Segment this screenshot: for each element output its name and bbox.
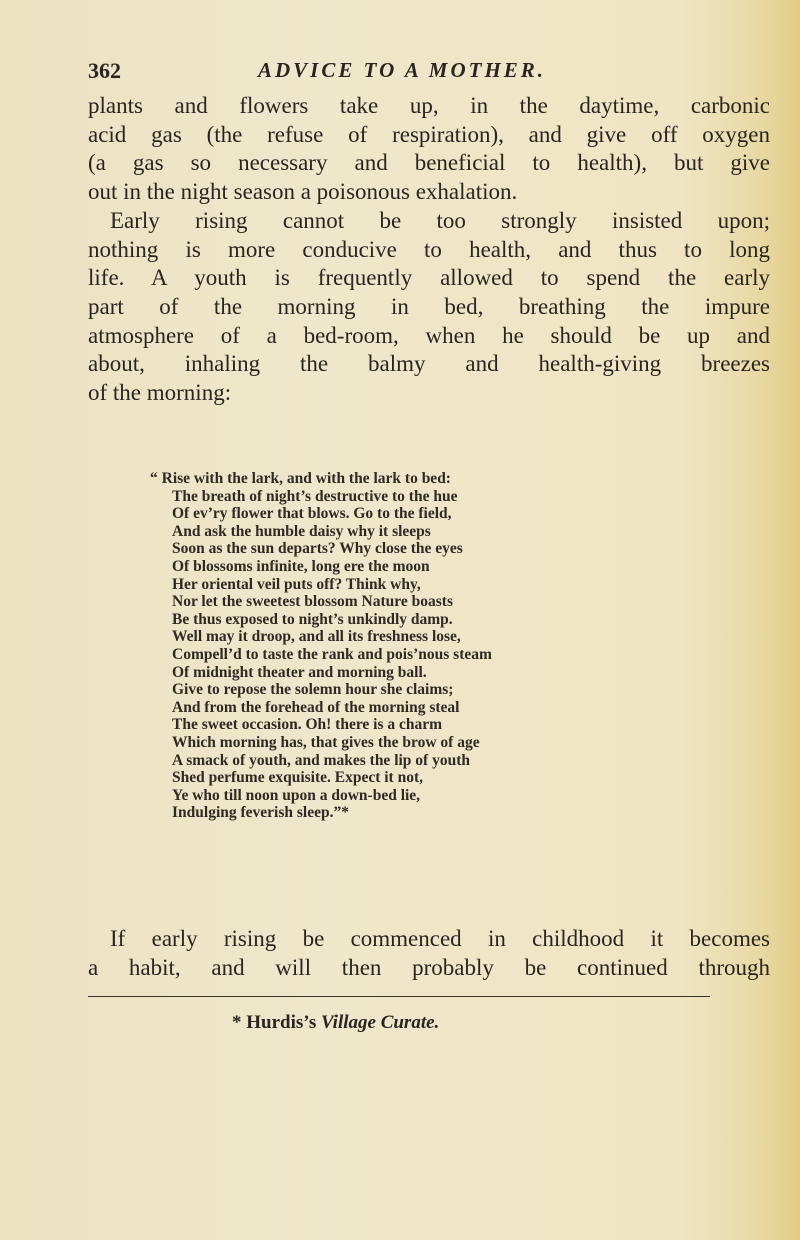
body-text-top [88,92,770,408]
poem-line: Ye who till noon upon a down-bed lie, [172,786,421,804]
poem-line: And from the forehead of the morning steal [172,698,460,716]
text-line: of the morning: [88,380,232,406]
text-line: out in the night season a poisonous exhalation. [88,179,518,205]
text-line: plants and flowers take up, in the daytime, carbonic [88,93,770,118]
footnote-title: Village Curate. [321,1012,440,1033]
poem-line: The breath of night’s destructive to the hue [172,487,458,505]
poem-line: Well may it droop, and all its freshness lose, [172,628,461,646]
footnote-divider [88,996,710,997]
body-text-bottom [88,925,770,982]
text-line: about, inhaling the balmy and health-giving breezes [88,351,770,377]
text-line: life. A youth is frequently allowed to spend the early [88,265,770,291]
poem-line: Compell’d to taste the rank and pois’nous steam [172,645,492,663]
poem-line: The sweet occasion. Oh! there is a charm [172,716,443,734]
poem-line: Shed perfume exquisite. Expect it not, [172,769,424,787]
text-line: (a gas so necessary and beneficial to health), but give [88,150,770,176]
page-header [88,58,768,90]
poem-line: Indulging feverish sleep.”* [172,804,349,822]
poem-line: “ Rise with the lark, and with the lark to bed: [150,470,451,487]
text-line: atmosphere of a bed-room, when he should be up and [88,322,770,348]
text-line: Early rising cannot be too strongly insisted upon; [110,207,770,233]
footnote-marker: * Hurdis’s [232,1012,317,1033]
poem-line: Nor let the sweetest blossom Nature boasts [172,593,453,611]
page-number: 362 [88,58,121,83]
text-line: part of the morning in bed, breathing the impure [88,293,770,319]
poem-line: Her oriental veil puts off? Think why, [172,575,421,593]
text-line: nothing is more conducive to health, and thus to long [88,236,770,262]
poem-line: Give to repose the solemn hour she claims; [172,681,454,699]
poem-line: Of blossoms infinite, long ere the moon [172,557,430,575]
footnote [232,1012,439,1034]
poem-line: Be thus exposed to night’s unkindly damp. [172,610,453,628]
poem-quotation [150,470,492,822]
text-line: If early rising be commenced in childhood it becomes [110,926,770,951]
text-line: acid gas (the refuse of respiration), and give off oxygen [88,121,770,147]
poem-line: Of midnight theater and morning ball. [172,663,427,681]
text-line: a habit, and will then probably be continued through [88,954,770,980]
poem-line: And ask the humble daisy why it sleeps [172,522,431,540]
poem-line: Of ev’ry flower that blows. Go to the field, [172,505,452,523]
running-title: ADVICE TO A MOTHER. [258,58,547,82]
poem-line: Soon as the sun departs? Why close the eyes [172,540,463,558]
poem-line: A smack of youth, and makes the lip of youth [172,751,470,769]
poem-line: Which morning has, that gives the brow of age [172,733,480,751]
